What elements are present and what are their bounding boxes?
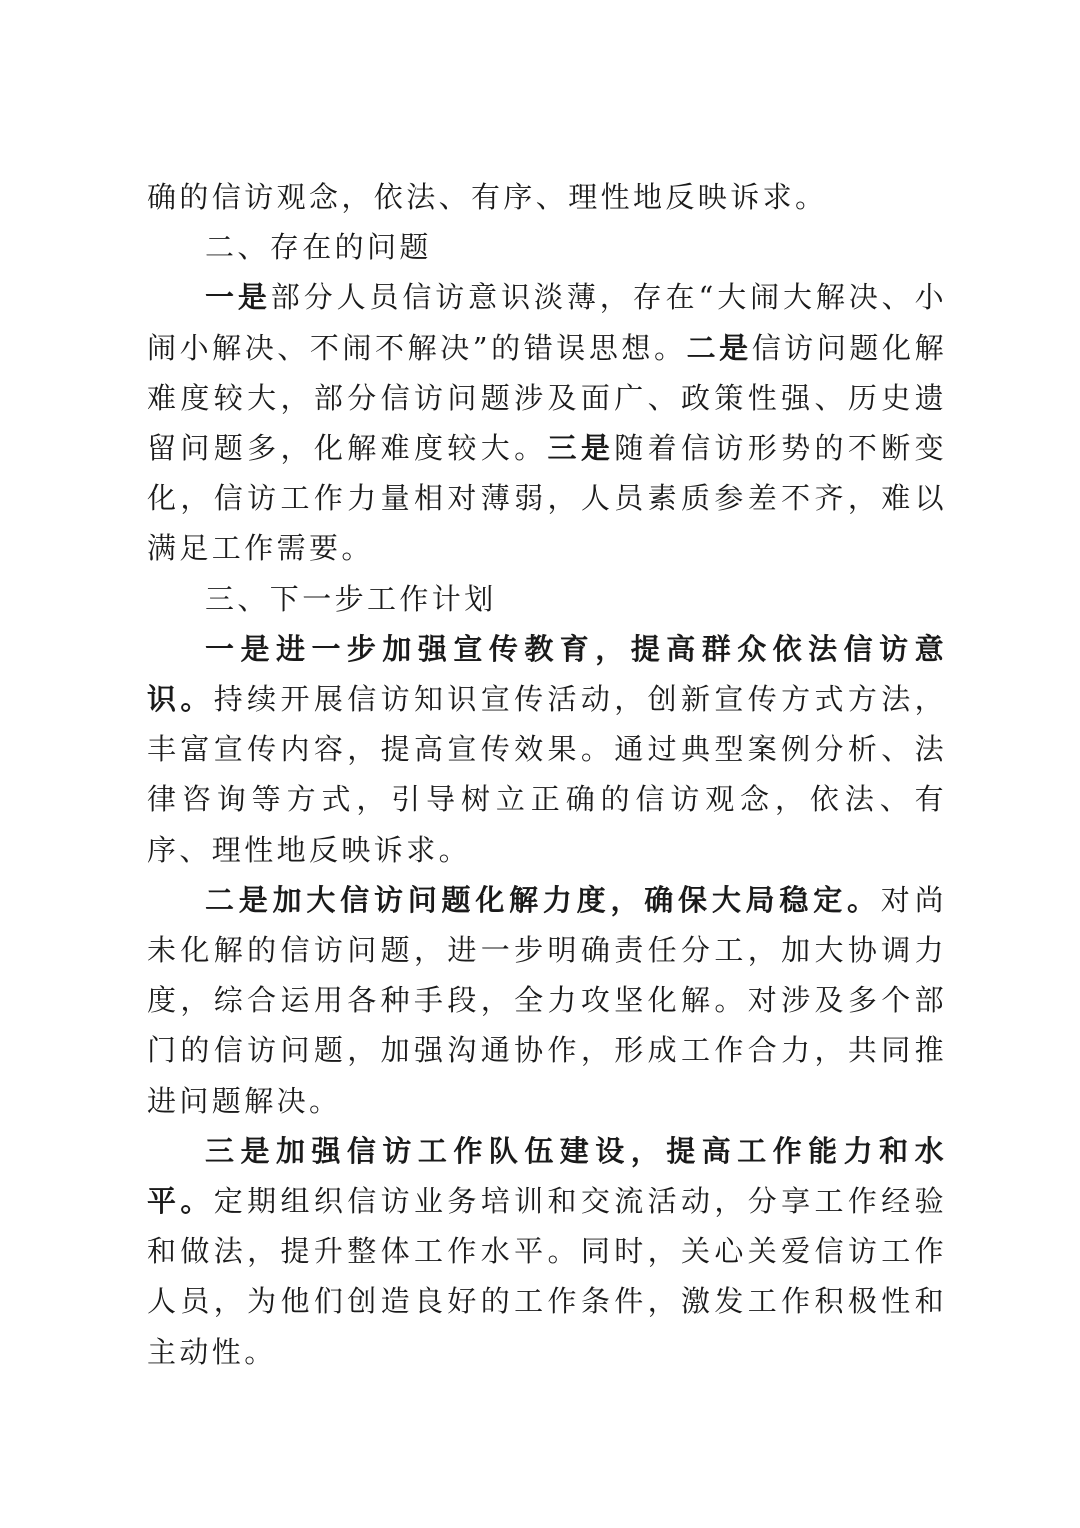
plan-lead-2: 二是加大信访问题化解力度，确保大局稳定。 [205,882,881,917]
problem-text-2: 信访问题化解难度较大，部分信访问题涉及面广、政策性强、历史遗留问题多，化解难度较大。 [147,330,947,466]
document-page [147,172,947,1377]
problem-lead-2: 二是 [686,330,752,365]
plan-paragraph-3 [147,1126,947,1377]
problem-text-3: 随着信访形势的不断变化，信访工作力量相对薄弱，人员素质参差不齐，难以满足工作需要。 [147,431,947,566]
continuation-paragraph: 确的信访观念，依法、有序、理性地反映诉求。 [147,180,828,214]
problems-paragraph [147,272,947,573]
problem-lead-1: 一是 [205,280,271,315]
plan-lead-1: 一是进一步加强宣传教育，提高群众依法信访意识。 [147,631,947,717]
section-heading-problems: 二、存在的问题 [205,230,432,265]
plan-text-1: 持续开展信访知识宣传活动，创新宣传方式方法，丰富宣传内容，提高宣传效果。通过典型案例分析、法律咨询等方式，引导树立正确的信访观念，依法、有序、理性地反映诉求。 [147,682,947,867]
plan-lead-3: 三是加强信访工作队伍建设，提高工作能力和水平。 [147,1133,947,1219]
problem-text-1: 部分人员信访意识淡薄，存在“大闹大解决、小闹小解决、不闹不解决”的错误思想。 [147,280,947,365]
plan-text-3: 定期组织信访业务培训和交流活动，分享工作经验和做法，提升整体工作水平。同时，关心关爱信访工作人员，为他们创造良好的工作条件，激发工作积极性和主动性。 [147,1184,947,1369]
plan-paragraph-2 [147,875,947,1126]
plan-paragraph-1 [147,624,947,875]
section-heading-plan: 三、下一步工作计划 [205,581,497,616]
plan-text-2: 对尚未化解的信访问题，进一步明确责任分工，加大协调力度，综合运用各种手段，全力攻坚化解。对涉及多个部门的信访问题，加强沟通协作，形成工作合力，共同推进问题解决。 [147,882,947,1118]
problem-lead-3: 三是 [547,431,615,466]
